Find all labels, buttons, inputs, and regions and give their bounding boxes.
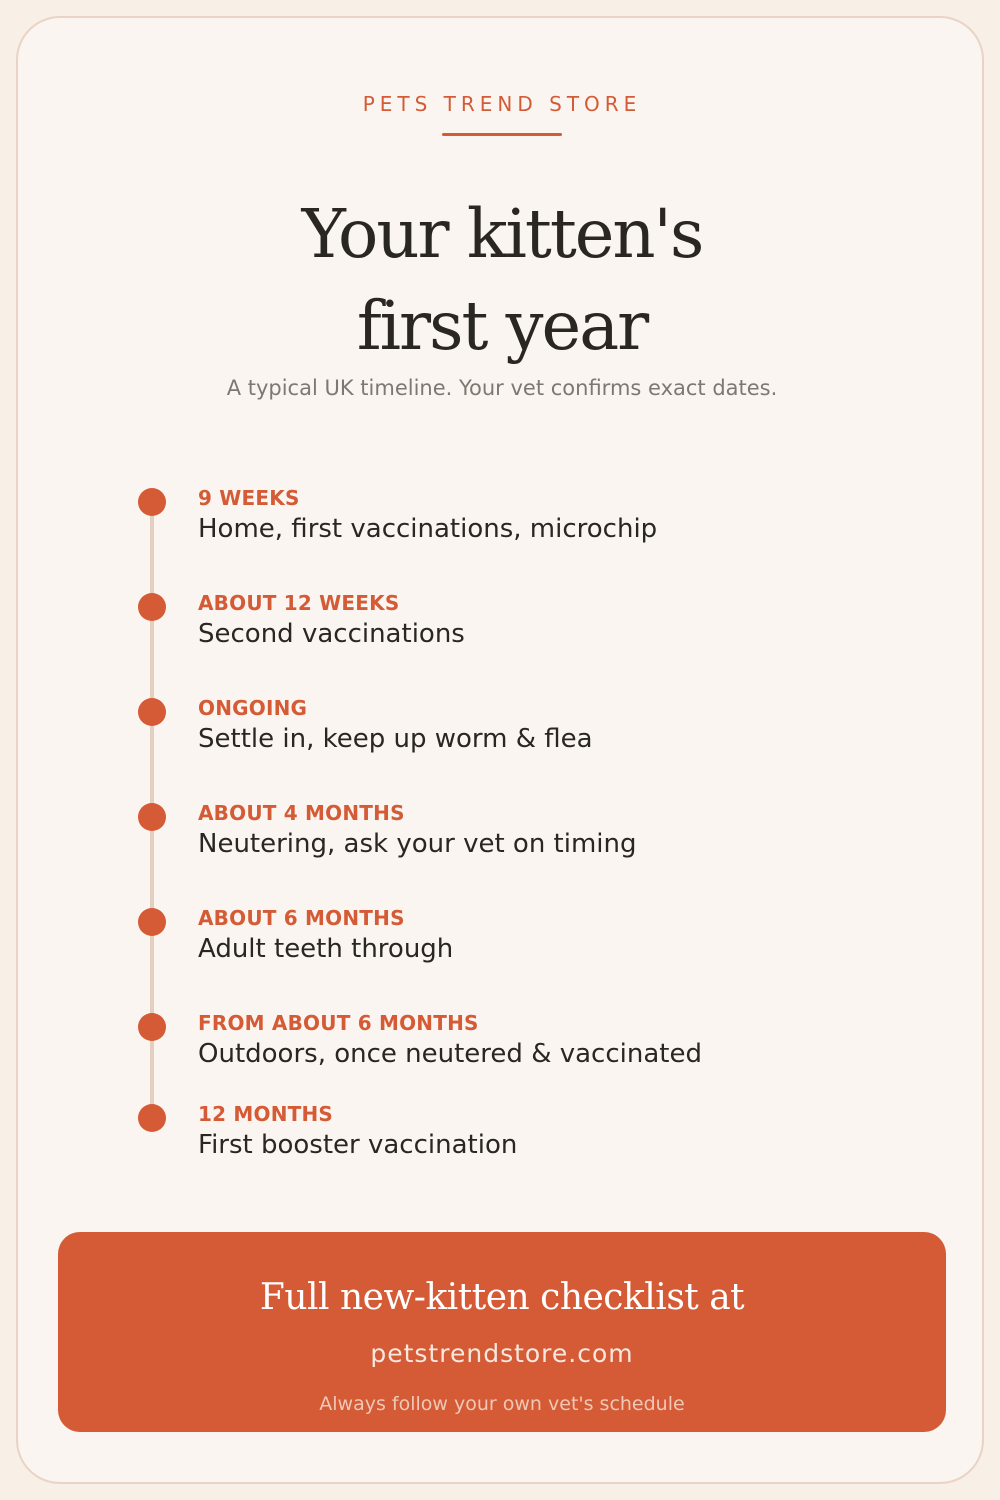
timeline-item-about-6-months	[18, 906, 918, 986]
timeline-dot	[138, 698, 166, 726]
timeline-dot	[138, 803, 166, 831]
vet-schedule-note: Always follow your own vet's schedule	[319, 1393, 685, 1415]
checklist-cta-panel[interactable]	[58, 1232, 946, 1432]
timeline-item-text: Home, first vaccinations, microchip	[198, 514, 658, 544]
timeline-item-9-weeks	[18, 486, 918, 566]
timeline-item-label: ABOUT 6 MONTHS	[198, 906, 405, 930]
timeline-dot	[138, 488, 166, 516]
timeline-item-label: ONGOING	[198, 696, 308, 720]
timeline-item-text: Second vaccinations	[198, 619, 465, 649]
timeline-item-text: First booster vaccination	[198, 1130, 518, 1160]
timeline-dot	[138, 1104, 166, 1132]
timeline-dot	[138, 1013, 166, 1041]
timeline-item-about-12-weeks	[18, 591, 918, 671]
timeline-item-text: Settle in, keep up worm & flea	[198, 724, 593, 754]
timeline-item-about-4-months	[18, 801, 918, 881]
cta-title: Full new-kitten checklist at	[259, 1277, 745, 1318]
infographic-card	[16, 16, 984, 1484]
page-title-line-2: first year	[356, 287, 648, 365]
timeline-item-label: ABOUT 4 MONTHS	[198, 801, 405, 825]
page-subtitle: A typical UK timeline. Your vet confirms exact dates.	[226, 376, 778, 400]
timeline-item-text: Adult teeth through	[198, 934, 454, 964]
timeline-item-from-about-6-months	[18, 1011, 918, 1091]
timeline-item-12-months	[18, 1102, 918, 1182]
timeline-item-label: FROM ABOUT 6 MONTHS	[198, 1011, 479, 1035]
timeline-item-label: 12 MONTHS	[198, 1102, 334, 1126]
timeline-dot	[138, 908, 166, 936]
timeline-dot	[138, 593, 166, 621]
website-link[interactable]: petstrendstore.com	[370, 1339, 634, 1368]
page-title-line-1: Your kitten's	[301, 195, 703, 273]
timeline-item-text: Neutering, ask your vet on timing	[198, 829, 637, 859]
brand-name: PETS TREND STORE	[362, 92, 642, 116]
timeline-item-text: Outdoors, once neutered & vaccinated	[198, 1039, 702, 1069]
timeline-item-label: 9 WEEKS	[198, 486, 300, 510]
timeline-item-ongoing	[18, 696, 918, 776]
timeline	[18, 18, 986, 1218]
timeline-item-label: ABOUT 12 WEEKS	[198, 591, 400, 615]
